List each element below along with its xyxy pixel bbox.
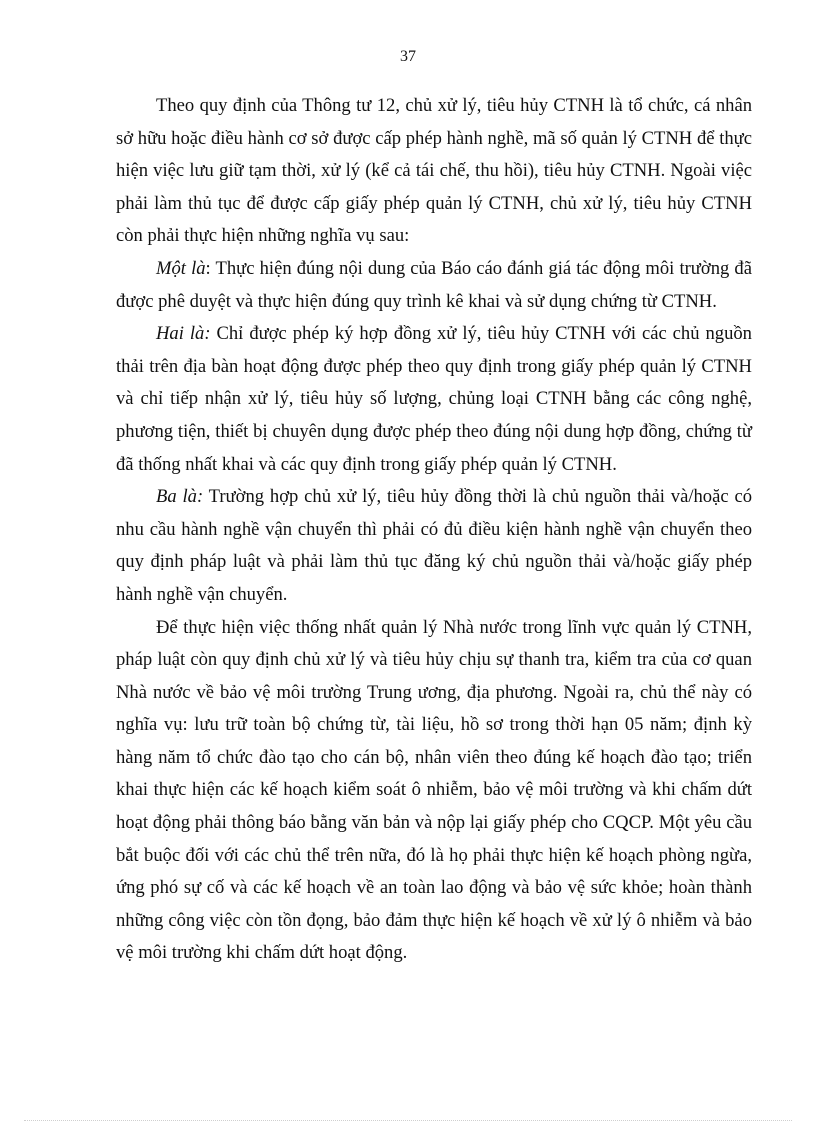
body-text (116, 90, 752, 970)
paragraph-intro (116, 90, 752, 253)
obligation-2-lead: Hai là: (156, 323, 211, 345)
paragraph-obligation-2 (116, 318, 752, 481)
paragraph-conclusion-text: Để thực hiện việc thống nhất quản lý Nhà nước trong lĩnh vực quản lý CTNH, pháp luật còn quy định chủ xử lý và tiêu hủy chịu sự thanh tra, kiểm tra của cơ quan Nhà nước về bảo vệ môi trường Trung ương, địa phương. Ngoài ra, chủ thể này có nghĩa vụ: lưu trữ toàn bộ chứng từ, tài liệu, hồ sơ trong thời hạn 05 năm; định kỳ hàng năm tổ chức đào tạo cho cán bộ, nhân viên theo đúng kế hoạch đào tạo; triển khai thực hiện các kế hoạch kiểm soát ô nhiễm, bảo vệ môi trường và khi chấm dứt hoạt động phải thông báo bằng văn bản và nộp lại giấy phép cho CQCP. Một yêu cầu bắt buộc đối với các chủ thể trên nữa, đó là họ phải thực hiện kế hoạch phòng ngừa, ứng phó sự cố và các kế hoạch về an toàn lao động và bảo vệ sức khỏe; hoàn thành những công việc còn tồn đọng, bảo đảm thực hiện kế hoạch về xử lý ô nhiễm và bảo vệ môi trường khi chấm dứt hoạt động. (116, 616, 752, 964)
paragraph-intro-text: Theo quy định của Thông tư 12, chủ xử lý, tiêu hủy CTNH là tổ chức, cá nhân sở hữu hoặc điều hành cơ sở được cấp phép hành nghề, mã số quản lý CTNH để thực hiện việc lưu giữ tạm thời, xử lý (kể cả tái chế, thu hồi), tiêu hủy CTNH. Ngoài việc phải làm thủ tục để được cấp giấy phép quản lý CTNH, chủ xử lý, tiêu hủy CTNH còn phải thực hiện những nghĩa vụ sau: (116, 95, 752, 247)
obligation-3-lead: Ba là: (156, 486, 204, 508)
paragraph-obligation-3 (116, 481, 752, 611)
obligation-3-text: Trường hợp chủ xử lý, tiêu hủy đồng thời là chủ nguồn thải và/hoặc có nhu cầu hành nghề vận chuyển thì phải có đủ điều kiện hành nghề vận chuyển theo quy định pháp luật và phải làm thủ tục đăng ký chủ nguồn thải và/hoặc giấy phép hành nghề vận chuyển. (116, 486, 752, 605)
obligation-1-text: : Thực hiện đúng nội dung của Báo cáo đánh giá tác động môi trường đã được phê duyệt và thực hiện đúng quy trình kê khai và sử dụng chứng từ CTNH. (116, 257, 752, 312)
page-number: 37 (400, 48, 416, 65)
obligation-2-text: Chỉ được phép ký hợp đồng xử lý, tiêu hủy CTNH với các chủ nguồn thải trên địa bàn hoạt động được phép theo quy định trong giấy phép quản lý CTNH và chỉ tiếp nhận xử lý, tiêu hủy số lượng, chủng loại CTNH bằng các công nghệ, phương tiện, thiết bị chuyên dụng được phép theo đúng nội dung hợp đồng, chứng từ đã thống nhất khai và các quy định trong giấy phép quản lý CTNH. (116, 323, 752, 475)
paragraph-conclusion (116, 612, 752, 971)
paragraph-obligation-1 (116, 253, 752, 318)
page-bottom-divider (24, 1120, 792, 1121)
obligation-1-lead: Một là (156, 257, 206, 279)
